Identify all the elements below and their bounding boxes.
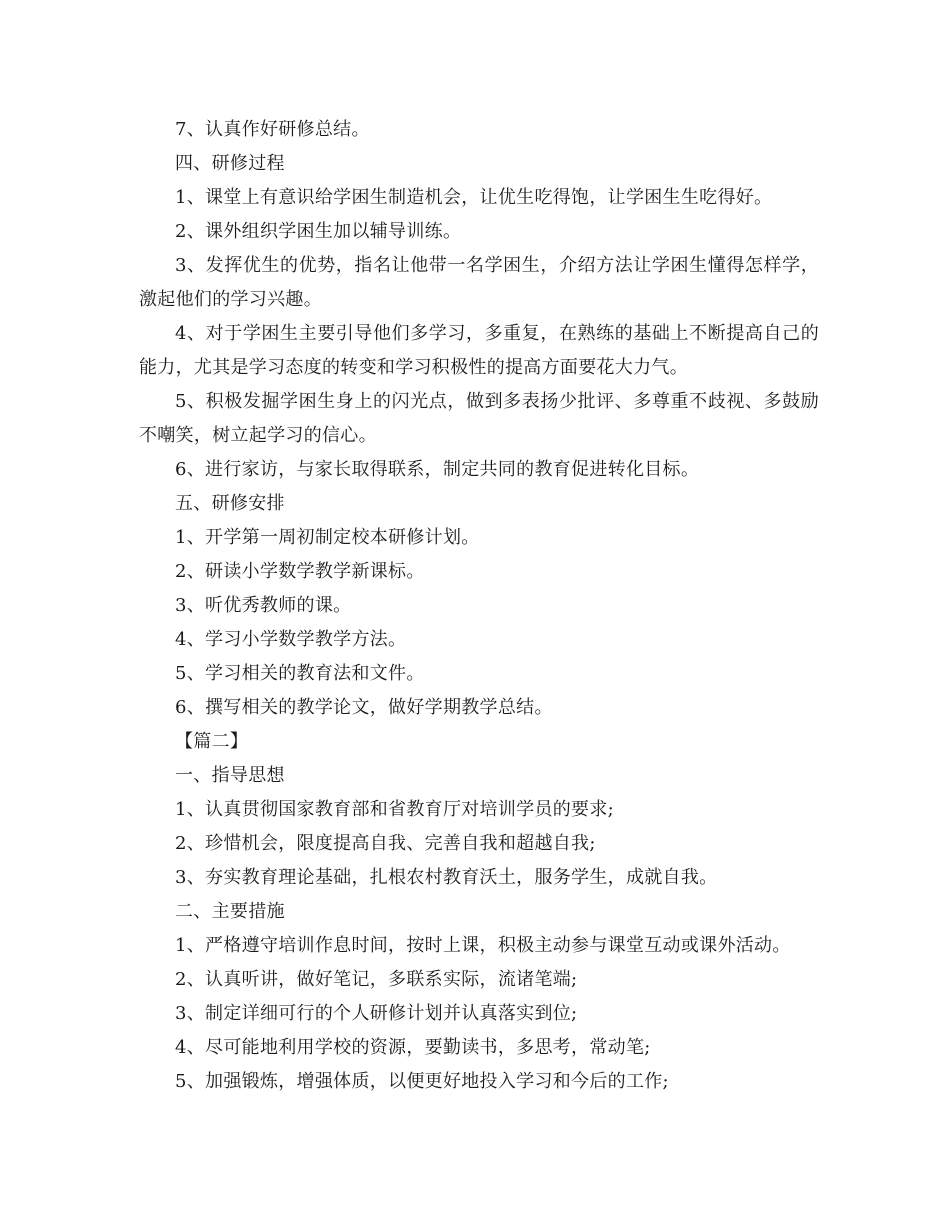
section-heading-schedule: 五、研修安排 (175, 493, 285, 514)
paragraph-measures-2: 2、认真听讲，做好笔记，多联系实际，流诸笔端; (175, 969, 578, 990)
paragraph-process-3: 3、发挥优生的优势，指名让他带一名学困生，介绍方法让学困生懂得怎样学，激起他们的学习兴趣。 (139, 255, 819, 310)
chapter-heading-part-two: 【篇二】 (175, 731, 249, 752)
paragraph-process-6: 6、进行家访，与家长取得联系，制定共同的教育促进转化目标。 (175, 459, 700, 480)
paragraph-measures-4: 4、尽可能地利用学校的资源，要勤读书，多思考，常动笔; (175, 1037, 651, 1058)
paragraph-process-1: 1、课堂上有意识给学困生制造机会，让优生吃得饱，让学困生生吃得好。 (175, 187, 773, 208)
paragraph-measures-1: 1、严格遵守培训作息时间，按时上课，积极主动参与课堂互动或课外活动。 (175, 935, 791, 956)
paragraph-schedule-1: 1、开学第一周初制定校本研修计划。 (175, 527, 480, 548)
paragraph-item-7: 7、认真作好研修总结。 (175, 119, 370, 140)
paragraph-process-5: 5、积极发掘学困生身上的闪光点，做到多表扬少批评、多尊重不歧视、多鼓励不嘲笑，树立起学习的信心。 (139, 391, 819, 446)
paragraph-measures-3: 3、制定详细可行的个人研修计划并认真落实到位; (175, 1003, 578, 1024)
paragraph-schedule-3: 3、听优秀教师的课。 (175, 595, 352, 616)
document-body (139, 113, 819, 1099)
paragraph-guiding-3: 3、夯实教育理论基础，扎根农村教育沃土，服务学生，成就自我。 (175, 867, 718, 888)
section-heading-process: 四、研修过程 (175, 153, 285, 174)
paragraph-process-2: 2、课外组织学困生加以辅导训练。 (175, 221, 462, 242)
section-heading-guiding-ideas: 一、指导思想 (175, 765, 285, 786)
paragraph-guiding-2: 2、珍惜机会，限度提高自我、完善自我和超越自我; (175, 833, 596, 854)
paragraph-schedule-4: 4、学习小学数学教学方法。 (175, 629, 407, 650)
paragraph-process-4: 4、对于学困生主要引导他们多学习，多重复，在熟练的基础上不断提高自己的能力，尤其是学习态度的转变和学习积极性的提高方面要花大力气。 (139, 323, 819, 378)
paragraph-schedule-2: 2、研读小学数学教学新课标。 (175, 561, 425, 582)
paragraph-schedule-6: 6、撰写相关的教学论文，做好学期教学总结。 (175, 697, 553, 718)
paragraph-measures-5: 5、加强锻炼，增强体质，以便更好地投入学习和今后的工作; (175, 1071, 669, 1092)
paragraph-schedule-5: 5、学习相关的教育法和文件。 (175, 663, 425, 684)
section-heading-measures: 二、主要措施 (175, 901, 285, 922)
paragraph-guiding-1: 1、认真贯彻国家教育部和省教育厅对培训学员的要求; (175, 799, 615, 820)
